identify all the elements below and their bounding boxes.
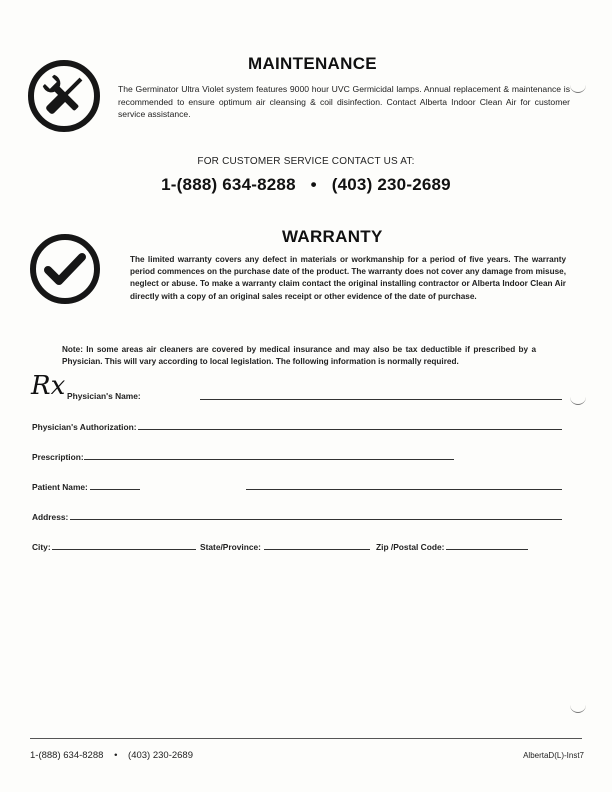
- patient-name-label: Patient Name:: [32, 482, 88, 492]
- rx-symbol: Rx: [31, 371, 66, 401]
- checkmark-icon: [36, 240, 94, 298]
- address-label: Address:: [32, 512, 69, 522]
- city-line[interactable]: [52, 549, 196, 550]
- maintenance-icon-circle: [28, 60, 100, 132]
- maintenance-text: The Germinator Ultra Violet system features 9000 hour UVC Germicidal lamps. Annual replacement & maintenance is recommended to ensure optimum air cleansing & coil disinfection. Contact Alberta Indoor Clean Air for customer service assistance.: [118, 84, 570, 119]
- physician-auth-label: Physician's Authorization:: [32, 422, 137, 432]
- wrench-screwdriver-icon: [34, 66, 94, 126]
- patient-name-line-short[interactable]: [90, 489, 140, 490]
- address-line[interactable]: [70, 519, 562, 520]
- state-line[interactable]: [264, 549, 370, 550]
- physician-auth-line[interactable]: [138, 429, 562, 430]
- contact-separator: •: [310, 175, 317, 194]
- contact-phone-2: (403) 230-2689: [331, 175, 451, 194]
- warranty-text: The limited warranty covers any defect in materials or workmanship for a period of five years. The warranty period commences on the purchase date of the product. The warranty does not cover any damage from misuse, neglect or abuse. To make a warranty claim contact the original installing contractor or Alberta Indoor Clean Air directly with a copy of an original sales receipt or other evidence of the date of purchase.: [130, 255, 566, 301]
- physician-name-label: Physician's Name:: [67, 391, 141, 401]
- physician-name-line[interactable]: [200, 399, 562, 400]
- prescription-line[interactable]: [84, 459, 454, 460]
- footer-phones: [30, 750, 193, 761]
- footer-separator: •: [114, 750, 118, 761]
- footer-phone-2: (403) 230-2689: [128, 750, 193, 761]
- contact-phones: [0, 175, 612, 195]
- patient-name-line[interactable]: [246, 489, 562, 490]
- contact-phone-1: 1-(888) 634-8288: [161, 175, 296, 194]
- state-label: State/Province:: [200, 542, 261, 552]
- prescription-label: Prescription:: [32, 452, 84, 462]
- contact-label: FOR CUSTOMER SERVICE CONTACT US AT:: [197, 156, 415, 167]
- binder-hole-mark: [570, 82, 586, 93]
- zip-label: Zip /Postal Code:: [376, 542, 445, 552]
- warranty-title: WARRANTY: [282, 227, 383, 246]
- document-code: AlbertaD(L)-Inst7: [523, 751, 584, 760]
- footer-phone-1: 1-(888) 634-8288: [30, 750, 104, 761]
- maintenance-title: MAINTENANCE: [248, 54, 377, 73]
- binder-hole-mark: [570, 394, 586, 405]
- binder-hole-mark: [570, 702, 586, 713]
- city-label: City:: [32, 542, 51, 552]
- warranty-icon-circle: [30, 234, 100, 304]
- footer-divider: [30, 738, 582, 739]
- zip-line[interactable]: [446, 549, 528, 550]
- insurance-note: Note: In some areas air cleaners are covered by medical insurance and may also be tax deductible if prescribed by a Physician. This will vary according to local legislation. The following information is normally required.: [62, 345, 536, 367]
